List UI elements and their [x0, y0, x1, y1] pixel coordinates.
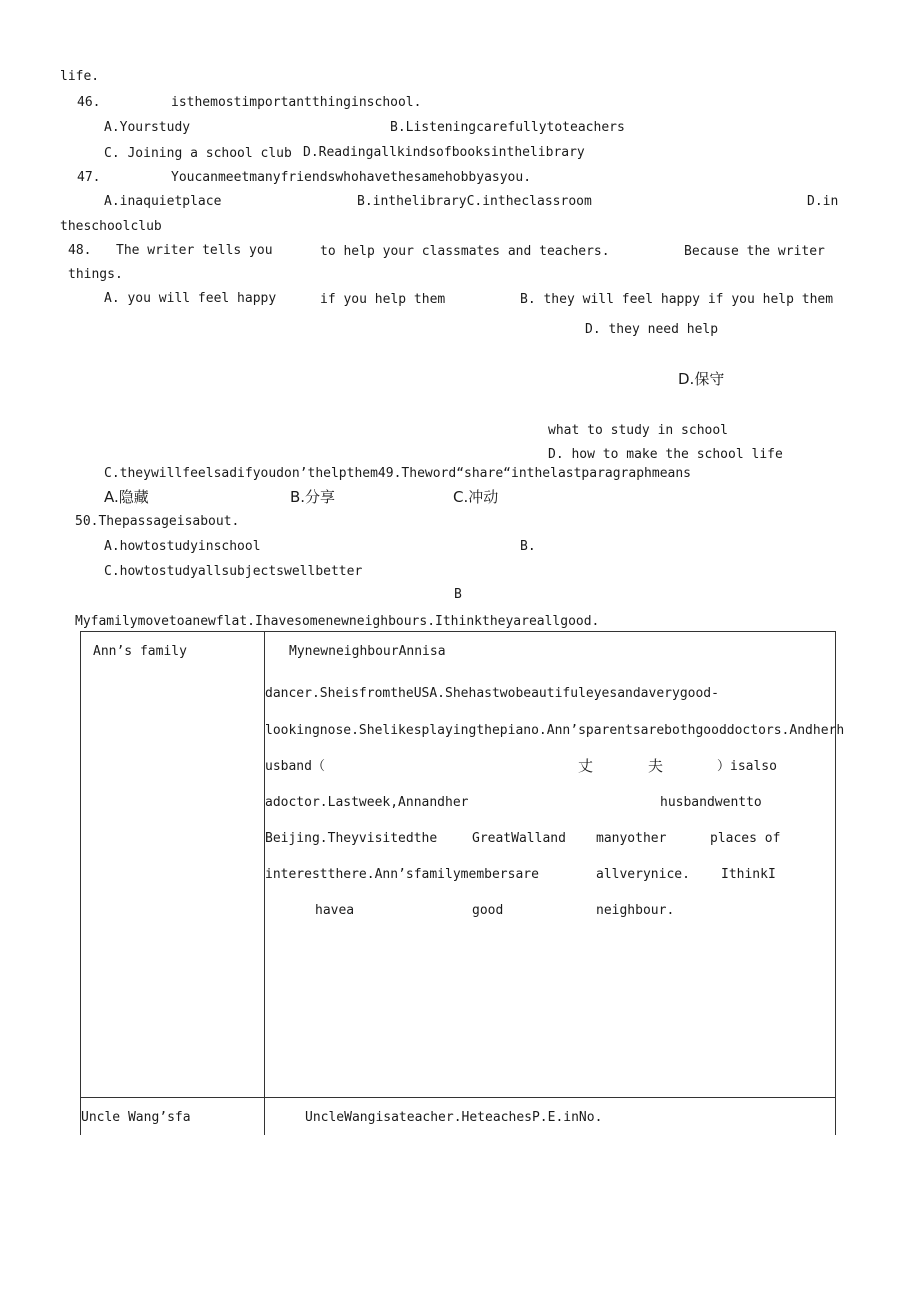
option-49-b: B.分享 [290, 488, 336, 506]
option-49-c: C.冲动 [453, 488, 499, 506]
table-row-1-cjk: 丈 [578, 757, 594, 775]
option-50-c: C.howtostudyallsubjectswellbetter [104, 564, 363, 579]
table-row-1-line: MynewneighbourAnnisa [289, 644, 446, 659]
table-row-1-label: Ann’s family [93, 644, 187, 659]
question-47-text: Youcanmeetmanyfriendswhohavethesamehobbyasyou. [171, 170, 532, 185]
table-row-1-line: dancer.SheisfromtheUSA.Shehastwobeautifuleyesandaverygood- [265, 686, 719, 701]
option-48-d: D. they need help [585, 322, 719, 337]
table-row-1-line: adoctor.Lastweek,Annandher [265, 795, 469, 810]
table-row-1-line: manyother [596, 831, 667, 846]
option-46-d: D.Readingallkindsofbooksinthelibrary [303, 145, 585, 160]
table-row-1-line: GreatWalland [472, 831, 566, 846]
table-row-1-line: good [472, 903, 504, 918]
table-row-1-line: IthinkI [721, 867, 776, 882]
option-48-a-cont: if you help them [320, 292, 446, 307]
question-48-part3: Because the writer [684, 244, 825, 259]
option-49-a: A.隐藏 [104, 488, 149, 506]
table-row-2-line: UncleWangisateacher.HeteachesP.E.inNo. [305, 1110, 603, 1125]
question-50: 50.Thepassageisabout. [75, 514, 240, 529]
text-line: life. [60, 69, 100, 84]
question-47-number: 47. [77, 170, 101, 185]
table-row-1-line: Beijing.Theyvisitedthe [265, 831, 438, 846]
table-border-middle [264, 631, 265, 1135]
option-49-d: D.保守 [678, 370, 725, 388]
table-row-1-line: places of [710, 831, 781, 846]
option-47-d-cont: theschoolclub [60, 219, 162, 234]
passage-intro: Myfamilymovetoanewflat.Ihavesomenewneighbours.Ithinktheyareallgood. [75, 614, 600, 629]
question-48-number: 48. [68, 243, 92, 258]
table-row-1-line: husbandwentto [660, 795, 762, 810]
table-row-1-line: lookingnose.Shelikesplayingthepiano.Ann’sparentsarebothgooddoctors.Andherh [265, 723, 845, 738]
question-48-part1: The writer tells you [116, 243, 273, 258]
option-47-a: A.inaquietplace [104, 194, 222, 209]
option-46-b: B.Listeningcarefullytoteachers [390, 120, 625, 135]
table-row-divider [80, 1097, 836, 1098]
question-46-text: isthemostimportantthinginschool. [171, 95, 422, 110]
table-row-2-label: Uncle Wang’sfa [81, 1110, 191, 1125]
question-48-part2: to help your classmates and teachers. [320, 244, 610, 259]
option-48-c-and-question-49: C.theywillfeelsadifyoudon’thelpthem49.Theword“share“inthelastparagraphmeans [104, 466, 691, 481]
question-46-number: 46. [77, 95, 101, 110]
table-border-top [80, 631, 836, 632]
option-46-a: A.Yourstudy [104, 120, 191, 135]
table-border-right [835, 631, 836, 1135]
table-row-1-line: interestthere.Ann’sfamilymembersare [265, 867, 539, 882]
table-row-1-cjk: 夫 [648, 757, 664, 775]
table-row-1-line: allverynice. [596, 867, 690, 882]
table-row-1-line: usband（ [265, 759, 325, 774]
option-48-a: A. you will feel happy [104, 291, 277, 306]
section-heading: B [454, 587, 462, 602]
question-48-part4: things. [68, 267, 123, 282]
table-row-1-line: neighbour. [596, 903, 675, 918]
option-46-c: C. Joining a school club [104, 146, 292, 161]
option-48-b: B. they will feel happy if you help them [520, 292, 834, 307]
option-50-a: A.howtostudyinschool [104, 539, 261, 554]
option-50-b: what to study in school [548, 423, 729, 438]
table-row-1-line: havea [315, 903, 355, 918]
table-row-1-line: ）isalso [717, 759, 777, 774]
option-47-bc: B.inthelibraryC.intheclassroom [357, 194, 592, 209]
option-47-d: D.in [807, 194, 839, 209]
option-50-d: D. how to make the school life [548, 447, 783, 462]
table-border-left [80, 631, 81, 1135]
option-50-b-label: B. [520, 539, 536, 554]
